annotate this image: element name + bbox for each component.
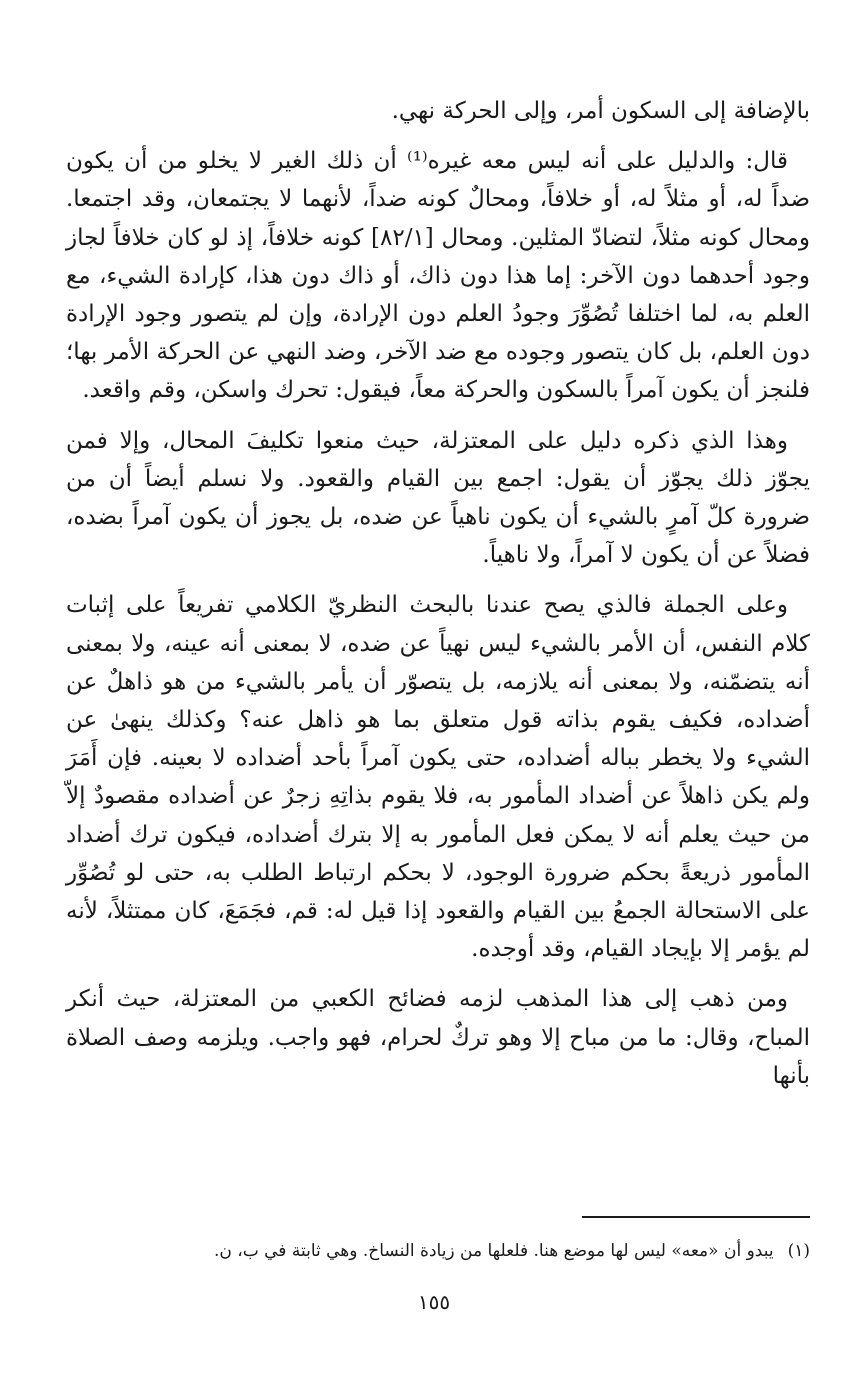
footnote-divider: [582, 1216, 810, 1218]
page-number: ١٥٥: [417, 1290, 451, 1314]
paragraph-mutazila: وهذا الذي ذكره دليل على المعتزلة، حيث منعوا تكليفَ المحال، وإلا فمن يجوّز ذلك يجوّز أن يقول: اجمع بين القيام والقعود. ولا نسلم أيضاً أن من ضرورة كلّ آمرٍ بالشيء أن يكون ناهياً عن ضده، بل يجوز أن يكون آمراً بضده، فضلاً عن أن يكون لا آمراً، ولا ناهياً.: [66, 427, 810, 569]
footnote-marker: (١): [787, 1241, 810, 1261]
paragraph-kabi: ومن ذهب إلى هذا المذهب لزمه فضائح الكعبي من المعتزلة، حيث أنكر المباح، وقال: ما من مباح إلا وهو تركٌ لحرام، فهو واجب. ويلزمه وصف الصلاة بأنها: [66, 986, 810, 1089]
paragraph-conclusion: وعلى الجملة فالذي يصح عندنا بالبحث النظريّ الكلامي تفريعاً على إثبات كلام النفس، أن الأمر بالشيء ليس نهياً عن ضده، لا بمعنى أنه عينه، ولا بمعنى أنه يتضمّنه، ولا بمعنى أنه يلازمه، بل يتصوّر أن يأمر بالشيء من هو ذاهلٌ عن أضداده، فكيف يقوم بذاته قول متعلق بما هو ذاهل عنه؟ وكذلك ينهىٰ عن الشيء ولا يخطر بباله أضداده، حتى يكون آمراً بأحد أضداده لا بعينه. فإن أَمَرَ ولم يكن ذاهلاً عن أضداد المأمور به، فلا يقوم بذاتِهِ زجرٌ عن أضداده مقصودٌ إلاّ من حيث يعلم أنه لا يمكن فعل المأمور به إلا بترك أضداده، فيكون ترك أضداد المأمور ذريعةً بحكم ضرورة الوجود، لا بحكم ارتباط الطلب به، حتى لو تُصُوِّر على الاستحالة الجمعُ بين القيام والقعود إذا قيل له: قم، فجَمَعَ، كان ممتثلاً، لأنه لم يؤمر إلا بإيجاد القيام، وقد أوجده.: [66, 592, 810, 963]
footnote-text: يبدو أن «معه» ليس لها موضع هنا. فلعلها من زيادة النساخ. وهي ثابتة في ب، ن.: [213, 1241, 774, 1261]
main-text: [66, 92, 810, 1107]
paragraph-argument: قال: والدليل على أنه ليس معه غيره⁽¹⁾ أن ذلك الغير لا يخلو من أن يكون ضداً له، أو مثلاً له، أو خلافاً، ومحالٌ كونه ضداً، لأنهما لا يجتمعان، وقد اجتمعا. ومحال كونه مثلاً، لتضادّ المثلين. ومحال [٨٢/١] كونه خلافاً، إذ لو كان خلافاً لجاز وجود أحدهما دون الآخر: إما هذا دون ذاك، أو ذاك دون هذا، كإرادة الشيء، مع العلم به، لما اختلفا تُصُوِّرَ وجودُ العلم دون الإرادة، وإن لم يتصور وجود الإرادة دون العلم، بل كان يتصور وجوده مع ضد الآخر، وضد النهي عن الحركة الأمر بها؛ فلنجز أن يكون آمراً بالسكون والحركة معاً، فيقول: تحرك واسكن، وقم واقعد.: [66, 148, 810, 404]
paragraph-continuation: بالإضافة إلى السكون أمر، وإلى الحركة نهي.: [391, 98, 810, 124]
footnote: [66, 1238, 810, 1264]
